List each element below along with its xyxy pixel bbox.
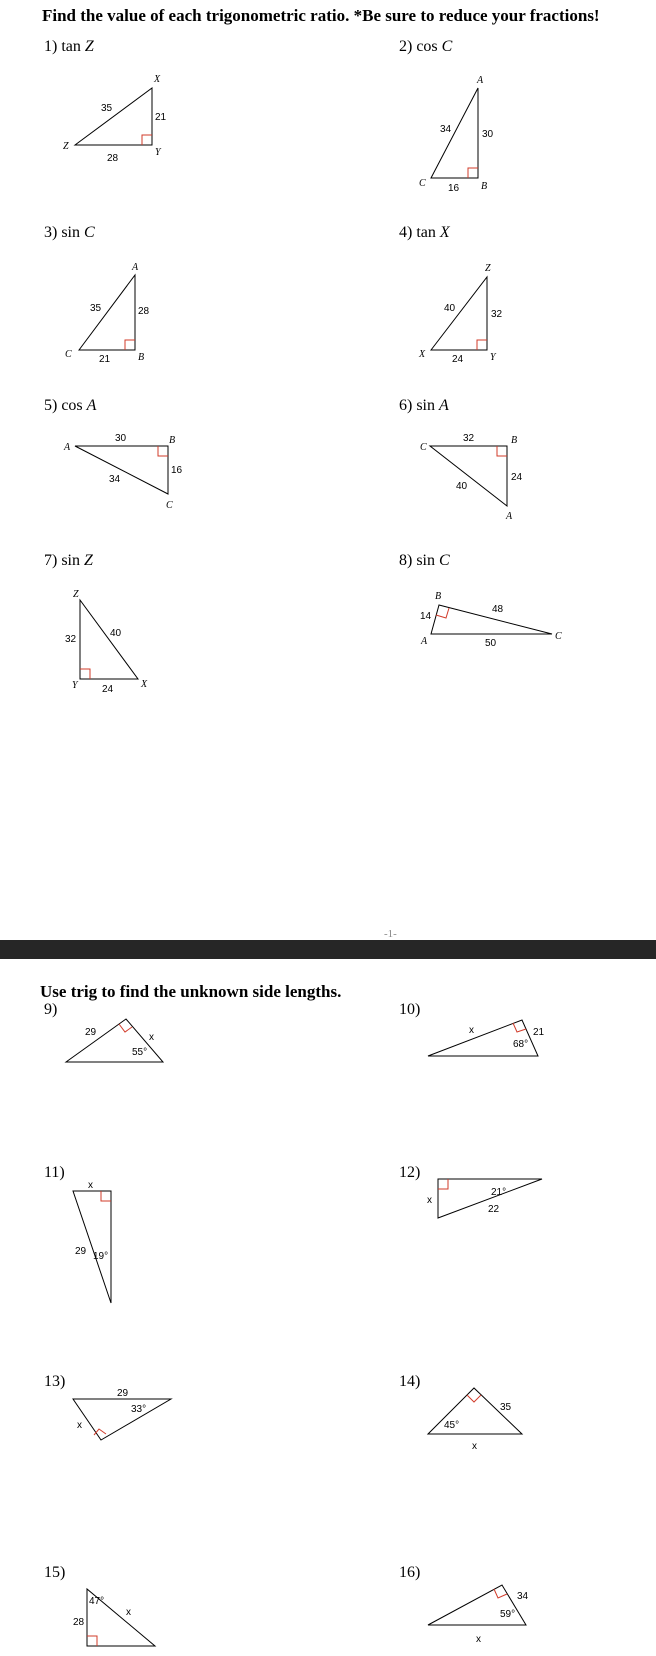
page-number: -1- [384, 928, 397, 940]
problem-2-label: 2) cos C [399, 38, 453, 55]
problem-14-triangle [420, 1380, 535, 1455]
angle-label: 68° [513, 1039, 529, 1050]
side-label: 34 [517, 1591, 529, 1602]
side-label: 28 [107, 153, 119, 164]
problem-3-label: 3) sin C [44, 224, 95, 241]
vertex-label: Z [63, 141, 69, 152]
vertex-label: C [65, 349, 72, 360]
side-label: 32 [65, 634, 77, 645]
vertex-label: C [166, 500, 173, 511]
vertex-label: B [481, 181, 488, 192]
side-label: 28 [138, 306, 150, 317]
problem-5-label: 5) cos A [44, 397, 97, 414]
side-label: 29 [75, 1246, 87, 1257]
side-label: 35 [101, 103, 113, 114]
side-label: 28 [73, 1617, 85, 1628]
side-label: 48 [492, 604, 504, 615]
side-label: x [149, 1032, 154, 1043]
side-label: 30 [482, 129, 494, 140]
side-label: 29 [117, 1388, 129, 1399]
problem-7-label: 7) sin Z [44, 552, 93, 569]
problem-4-triangle [415, 260, 515, 370]
side-label: x [126, 1607, 131, 1618]
angle-label: 45° [444, 1420, 460, 1431]
angle-label: 19° [93, 1251, 109, 1262]
vertex-label: A [132, 262, 139, 273]
side-label: x [88, 1180, 93, 1191]
problem-9-triangle [60, 1015, 170, 1075]
problem-13-label: 13) [44, 1373, 66, 1390]
vertex-label: B [169, 435, 176, 446]
vertex-label: C [420, 442, 427, 453]
vertex-label: Y [155, 147, 161, 158]
problem-11-triangle [60, 1177, 130, 1312]
side-label: 30 [115, 433, 127, 444]
problem-15-label: 15) [44, 1564, 66, 1581]
side-label: 21 [99, 354, 111, 365]
problem-4-label: 4) tan X [399, 224, 450, 241]
side-label: 22 [488, 1204, 500, 1215]
angle-label: 21° [491, 1187, 507, 1198]
problem-2-triangle [415, 72, 510, 197]
side-label: 32 [491, 309, 503, 320]
vertex-label: X [154, 74, 161, 85]
problem-7-triangle [60, 585, 170, 695]
side-label: 40 [110, 628, 122, 639]
angle-label: 59° [500, 1609, 516, 1620]
vertex-label: B [435, 591, 442, 602]
angle-label: 47° [89, 1596, 105, 1607]
side-label: x [476, 1634, 481, 1645]
page2-instructions-heading: Use trig to find the unknown side lengths. [40, 982, 342, 1001]
side-label: 50 [485, 638, 497, 649]
problem-8-label: 8) sin C [399, 552, 450, 569]
side-label: 24 [511, 472, 523, 483]
problem-10-triangle [425, 1013, 550, 1073]
side-label: 40 [456, 481, 468, 492]
vertex-label: C [555, 631, 562, 642]
vertex-label: A [64, 442, 71, 453]
vertex-label: B [138, 352, 145, 363]
problem-14-label: 14) [399, 1373, 421, 1390]
problem-9-label: 9) [44, 1001, 58, 1018]
problem-6-triangle [415, 428, 525, 523]
side-label: x [427, 1195, 432, 1206]
problem-15-triangle [65, 1575, 170, 1655]
vertex-label: Y [490, 352, 496, 363]
side-label: 35 [500, 1402, 512, 1413]
problem-5-triangle [60, 428, 190, 513]
problem-8-triangle [415, 585, 575, 665]
problem-10-label: 10) [399, 1001, 421, 1018]
page-divider [0, 940, 656, 959]
vertex-label: Y [72, 680, 78, 691]
problem-13-triangle [65, 1385, 180, 1450]
side-label: 35 [90, 303, 102, 314]
vertex-label: A [506, 511, 513, 522]
vertex-label: A [421, 636, 428, 647]
problem-11-label: 11) [44, 1164, 65, 1181]
side-label: 21 [155, 112, 167, 123]
side-label: 32 [463, 433, 475, 444]
problem-3-triangle [60, 260, 160, 370]
instructions-heading: Find the value of each trigonometric ratio. *Be sure to reduce your fractions! [42, 6, 600, 25]
side-label: 16 [448, 183, 460, 194]
side-label: 14 [420, 611, 432, 622]
problem-12-label: 12) [399, 1164, 421, 1181]
problem-1-triangle [55, 68, 175, 163]
side-label: 29 [85, 1027, 97, 1038]
vertex-label: B [511, 435, 518, 446]
side-label: 24 [102, 684, 114, 695]
side-label: 21 [533, 1027, 545, 1038]
vertex-label: X [141, 679, 148, 690]
problem-16-triangle [420, 1575, 545, 1650]
problem-6-label: 6) sin A [399, 397, 449, 414]
angle-label: 55° [132, 1047, 148, 1058]
side-label: x [469, 1025, 474, 1036]
angle-label: 33° [131, 1404, 147, 1415]
vertex-label: Z [485, 263, 491, 274]
problem-1-label: 1) tan Z [44, 38, 94, 55]
vertex-label: C [419, 178, 426, 189]
vertex-label: X [419, 349, 426, 360]
side-label: 16 [171, 465, 183, 476]
side-label: 34 [440, 124, 452, 135]
side-label: 40 [444, 303, 456, 314]
side-label: 24 [452, 354, 464, 365]
problem-12-triangle [420, 1172, 545, 1232]
vertex-label: Z [73, 589, 79, 600]
vertex-label: A [477, 75, 484, 86]
problem-16-label: 16) [399, 1564, 421, 1581]
side-label: x [472, 1441, 477, 1452]
side-label: x [77, 1420, 82, 1431]
side-label: 34 [109, 474, 121, 485]
